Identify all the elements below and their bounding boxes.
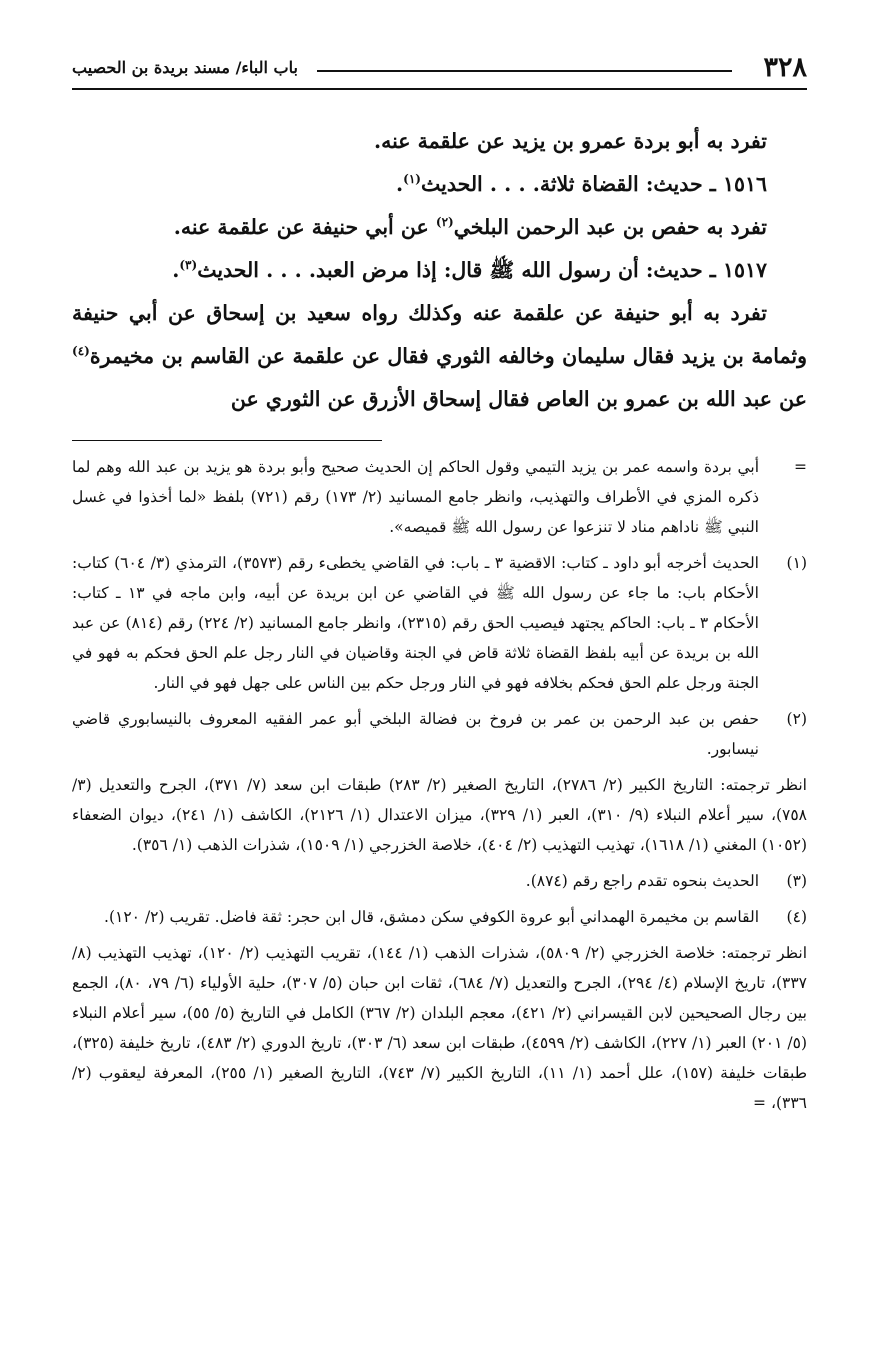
footnote-separator (72, 440, 382, 441)
footnote-2 (72, 704, 807, 764)
footnote-ref-4: (٤) (72, 344, 90, 359)
hadith-1517-text: ١٥١٧ ـ حديث: أن رسول الله ﷺ قال: إذا مرض العبد. . . . الحديث (197, 258, 767, 282)
footnote-ref-1: (١) (403, 172, 421, 187)
hadith-1516: ١٥١٦ ـ حديث: القضاة ثلاثة. . . . الحديث$^{(١)}$. (396, 172, 767, 196)
footnotes (72, 452, 807, 1124)
footnote-3 (72, 866, 807, 896)
footnote-1-marker: (١) (786, 554, 807, 572)
running-title: باب الباء/ مسند بريدة بن الحصيب (72, 58, 298, 77)
paragraph-1: تفرد به أبو بردة عمرو بن يزيد عن علقمة عنه. (373, 129, 767, 153)
page-number: ٣٢٨ (763, 52, 807, 83)
footnote-4 (72, 902, 807, 932)
footnote-2-text: حفص بن عبد الرحمن بن عمر بن فروخ بن فضالة البلخي أبو عمر الفقيه المعروف بالنيسابوري قاضي نيسابور. (72, 710, 759, 758)
footnote-4-references (72, 938, 807, 1118)
hadith-1516-text: ١٥١٦ ـ حديث: القضاة ثلاثة. . . . الحديث (420, 172, 767, 196)
header-rule (317, 70, 732, 72)
footnote-2-refs-text: انظر ترجمته: التاريخ الكبير (٢/ ٢٧٨٦)، التاريخ الصغير (٢/ ٢٨٣) طبقات ابن سعد (٧/ ٣٧١)، الجرح والتعديل (٣/ ٧٥٨)، سير أعلام النبلاء (٩/ ٣١٠)، العبر (١/ ٣٢٩)، ميزان الاعتدال (١/ ٢١٢٦)، الكاشف (١/ ٢٤١)، ديوان الضعفاء (١٠٥٢) المغني (١/ ١٦١٨)، تهذيب التهذيب (٢/ ٤٠٤)، خلاصة الخزرجي (١/ ١٥٠٩)، شذرات الذهب (١/ ٣٥٦). (72, 776, 807, 854)
continuation-marker: = (794, 458, 807, 476)
paragraph-3-text-b: عن عبد الله بن عمرو بن العاص فقال إسحاق الأزرق عن الثوري عن (230, 387, 807, 411)
footnote-2-marker: (٢) (786, 710, 807, 728)
footnote-continuation-text: أبي بردة واسمه عمر بن يزيد التيمي وقول الحاكم إن الحديث صحيح وأبو بردة هو يزيد بن عبد الله وهم لما ذكره المزي في الأطراف والتهذيب، وانظر جامع المسانيد (٢/ ١٧٣) رقم (٧٢١) بلفظ «لما أخذوا في غسل النبي ﷺ ناداهم مناد لا تنزعوا عن رسول الله ﷺ قميصه». (72, 458, 759, 536)
footnote-4-text: القاسم بن مخيمرة الهمداني أبو عروة الكوفي سكن دمشق، قال ابن حجر: ثقة فاضل. تقريب (٢/ ١٢٠). (104, 908, 759, 926)
footnote-3-text: الحديث بنحوه تقدم راجع رقم (٨٧٤). (525, 872, 759, 890)
footnote-2-references (72, 770, 807, 860)
hadith-1517: ١٥١٧ ـ حديث: أن رسول الله ﷺ قال: إذا مرض العبد. . . . الحديث$^{(٣)}$. (172, 258, 767, 282)
page-header (72, 50, 807, 90)
footnote-4-refs-text: انظر ترجمته: خلاصة الخزرجي (٢/ ٥٨٠٩)، شذرات الذهب (١/ ١٤٤)، تقريب التهذيب (٢/ ١٢٠)، تهذيب التهذيب (٨/ ٣٣٧)، تاريخ الإسلام (٤/ ٢٩٤)، الجرح والتعديل (٧/ ٦٨٤)، ثقات ابن حبان (٥/ ٣٠٧)، حلية الأولياء (٦/ ٧٩، ٨٠)، الجمع بين رجال الصحيحين لابن القيسراني (٢/ ٤٢١)، معجم البلدان (٢/ ٣٦٧) الكامل في التاريخ (٥/ ٥٥)، سير أعلام النبلاء (٥/ ٢٠١) العبر (١/ ٢٢٧)، الكاشف (٢/ ٤٥٩٩)، طبقات ابن سعد (٦/ ٣٠٣)، تاريخ الدوري (٢/ ٤٨٣)، تاريخ خليفة (٣٢٥)، طبقات خليفة (١٥٧)، علل أحمد (١/ ١١)، التاريخ الكبير (٧/ ٧٤٣)، التاريخ الصغير (١/ ٢٥٥)، المعرفة ليعقوب (٢/ ٣٣٦)، = (72, 944, 808, 1112)
footnote-ref-3: (٣) (179, 258, 198, 273)
footnote-ref-2: (٢) (435, 215, 454, 230)
footnote-1 (72, 548, 807, 698)
paragraph-2-text-a: تفرد به حفص بن عبد الرحمن البلخي (453, 215, 767, 239)
footnote-1-text: الحديث أخرجه أبو داود ـ كتاب: الاقضية ٣ ـ باب: في القاضي يخطىء رقم (٣٥٧٣)، الترمذي (٣/ ٦٠٤) كتاب: الأحكام باب: ما جاء عن رسول الله ﷺ في القاضي عن ابن بريدة عن أبيه، وابن ماجه في ١٣ ـ كتاب: الأحكام ٣ ـ باب: الحاكم يجتهد فيصيب الحق رقم (٢٣١٥)، وانظر جامع المسانيد (٢/ ٢٢٤) رقم (٨١٤) عن عبد الله بن بريدة عن أبيه بلفظ القضاة ثلاثة قاض في الجنة وقاضيان في النار رجل علم الحق فحكم به فهو في الجنة ورجل علم الحق فحكم بخلافه فهو في النار ورجل حكم بين الناس على جهل فهو في النار. (72, 554, 759, 692)
paragraph-2 (72, 206, 807, 249)
paragraph-2-text-b: عن أبي حنيفة عن علقمة عنه. (173, 215, 436, 239)
header-divider (72, 88, 807, 90)
paragraph-3-text-a: تفرد به أبو حنيفة عن علقمة عنه وكذلك رواه سعيد بن إسحاق عن أبي حنيفة وثمامة بن يزيد فقال سليمان وخالفه الثوري فقال عن علقمة عن القاسم بن مخيمرة (72, 301, 807, 368)
footnote-3-marker: (٣) (786, 872, 807, 890)
paragraph-3 (72, 292, 807, 421)
main-text (72, 120, 807, 421)
footnote-4-marker: (٤) (786, 908, 807, 926)
footnote-continuation (72, 452, 807, 542)
